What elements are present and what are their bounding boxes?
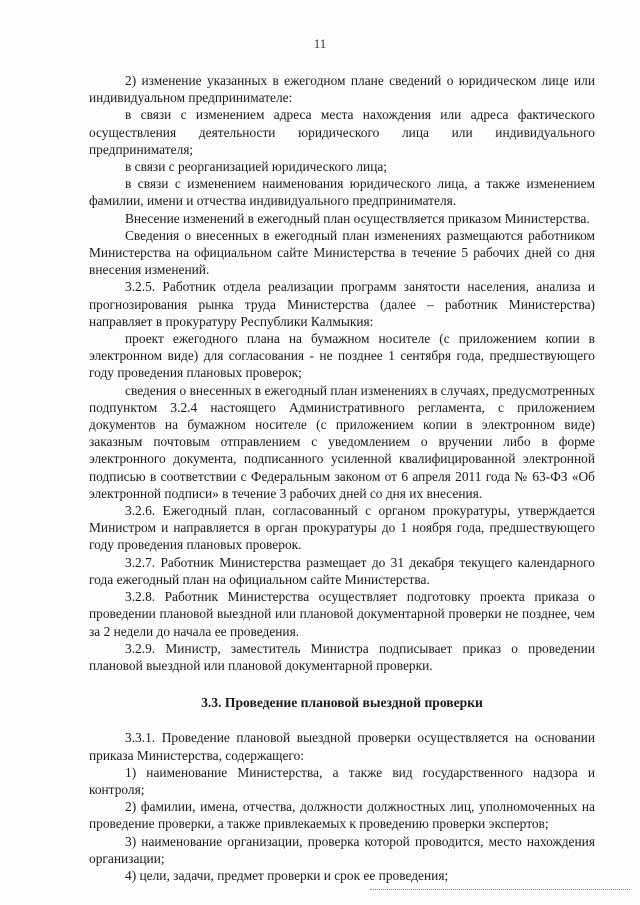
paragraph: 3.3.1. Проведение плановой выездной проверки осуществляется на основании приказа Министерства, содержащего:: [89, 730, 595, 763]
paragraph: в связи с изменением наименования юридического лица, а также изменением фамилии, имени и отчества индивидуального предпринимателя.: [89, 176, 595, 209]
paragraphs-before-section: [89, 72, 595, 674]
paragraph: 3.2.6. Ежегодный план, согласованный с органом прокуратуры, утверждается Министром и направляется в орган прокуратуры до 1 ноября года, предшествующего году проведения плановых проверок.: [89, 503, 595, 553]
document-body: [89, 72, 595, 884]
section-heading: 3.3. Проведение плановой выездной проверки: [201, 695, 483, 711]
paragraph: 3.2.9. Министр, заместитель Министра подписывает приказ о проведении плановой выездной или плановой документарной проверки.: [89, 640, 595, 673]
paragraph: 3.2.7. Работник Министерства размещает до 31 декабря текущего календарного года ежегодный план на официальном сайте Министерства.: [89, 554, 595, 587]
paragraphs-after-section: [89, 729, 595, 884]
paragraph: сведения о внесенных в ежегодный план изменениях в случаях, предусмотренных подпунктом 3.2.4 настоящего Административного регламента, с приложением документов на бумажном носителе (с приложением копии в электронном виде) заказным почтовым отправлением с уведомлением о вручении либо в форме электронного документа, подписанного усиленной квалифицированной электронной подписью в соответствии с Федеральным законом от 6 апреля 2011 года № 63-ФЗ «Об электронной подписи» в течение 3 рабочих дней со дня их внесения.: [89, 382, 595, 501]
footer-dotted-line: [370, 889, 630, 890]
page-number: 11: [313, 36, 327, 51]
paragraph: в связи с изменением адреса места нахождения или адреса фактического осуществления деятельности юридического лица или индивидуального предпринимателя;: [89, 107, 595, 157]
paragraph: 3.2.5. Работник отдела реализации программ занятости населения, анализа и прогнозирования рынка труда Министерства (далее – работник Министерства) направляет в прокуратуру Республики Калмыкия:: [89, 279, 595, 329]
paragraph: Внесение изменений в ежегодный план осуществляется приказом Министерства.: [125, 210, 590, 226]
paragraph: 1) наименование Министерства, а также вид государственного надзора и контроля;: [89, 764, 595, 797]
paragraph: проект ежегодного плана на бумажном носителе (с приложением копии в электронном виде) для согласования - не позднее 1 сентября года, предшествующего году проведения плановых проверок;: [89, 331, 595, 381]
paragraph: 3.2.8. Работник Министерства осуществляет подготовку проекта приказа о проведении плановой выездной или плановой документарной проверки не позднее, чем за 2 недели до начала ее проведения.: [89, 589, 595, 639]
paragraph: 3) наименование организации, проверка которой проводится, место нахождения организации;: [89, 833, 595, 866]
paragraph: 2) изменение указанных в ежегодном плане сведений о юридическом лице или индивидуальном предпринимателе:: [89, 73, 595, 106]
paragraph: 2) фамилии, имена, отчества, должности должностных лиц, уполномоченных на проведение проверки, а также привлекаемых к проведению проверки экспертов;: [89, 799, 595, 832]
paragraph: в связи с реорганизацией юридического лица;: [125, 159, 388, 175]
paragraph: 4) цели, задачи, предмет проверки и срок ее проведения;: [125, 867, 449, 883]
paragraph: Сведения о внесенных в ежегодный план изменениях размещаются работником Министерства на официальном сайте Министерства в течение 5 рабочих дней со дня внесения изменений.: [89, 227, 595, 278]
